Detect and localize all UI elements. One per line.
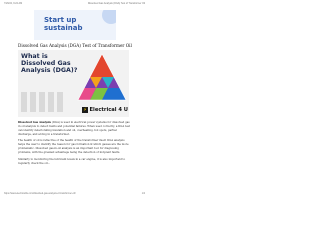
hero-image xyxy=(18,50,129,117)
banner-decoration xyxy=(102,10,116,24)
paragraph-1-lead: Dissolved Gas Analysis xyxy=(18,121,51,124)
print-page-number: 1/4 xyxy=(141,193,145,195)
banner-line-2: sustainab xyxy=(44,24,83,32)
logo-text: Electrical 4 U xyxy=(89,107,129,113)
ad-banner[interactable] xyxy=(34,10,116,40)
stripe-decoration xyxy=(21,90,73,114)
print-footer xyxy=(4,193,145,195)
banner-line-1: Start up xyxy=(44,16,77,24)
paragraph-3 xyxy=(18,158,131,166)
print-url[interactable]: https://www.electrical4u.com/dissolved-gas-analysis-of-transformer-oil/ xyxy=(4,193,76,195)
paragraph-1 xyxy=(18,121,131,137)
paragraph-3-text: Similarly to monitoring the lubricant levels in a car engine, it is also important to regularly check the oil... xyxy=(18,157,126,165)
paragraph-1-text: (DGA) is used in electrical power systems for dissolved gas in oil analysis to detect faults and potential failures. When used correctly, a DGA test can identify deteriorating insulation and oil, overheating, hot spots, partial discharge, and arcing in a transformer. xyxy=(18,121,130,136)
duval-triangle-graphic xyxy=(76,52,128,104)
print-header xyxy=(4,2,145,5)
article-body xyxy=(18,121,131,168)
paragraph-2 xyxy=(18,139,131,155)
hero-heading: What is Dissolved Gas Analysis (DGA)? xyxy=(21,53,78,75)
print-date: 7/26/24, 9:22 AM xyxy=(4,2,23,5)
site-logo xyxy=(82,107,128,113)
lightning-icon: ⚡ xyxy=(83,107,87,113)
print-page-title: Dissolved Gas Analysis (DGA) Test of Transformer Oil xyxy=(87,2,145,5)
paragraph-2-text: The health of oil is reflective of the health of the transformer itself. DGA analysis helps the user to identify the reason for gas formation & which gasses are the more problematic. Dissolved gas-in-oil analysis is an important tool for diagnosing problems, with the greatest advantage being the detection of incipient faults. xyxy=(18,139,129,155)
article-title: Dissolved Gas Analysis (DGA) Test of Transformer Oil xyxy=(18,43,132,48)
